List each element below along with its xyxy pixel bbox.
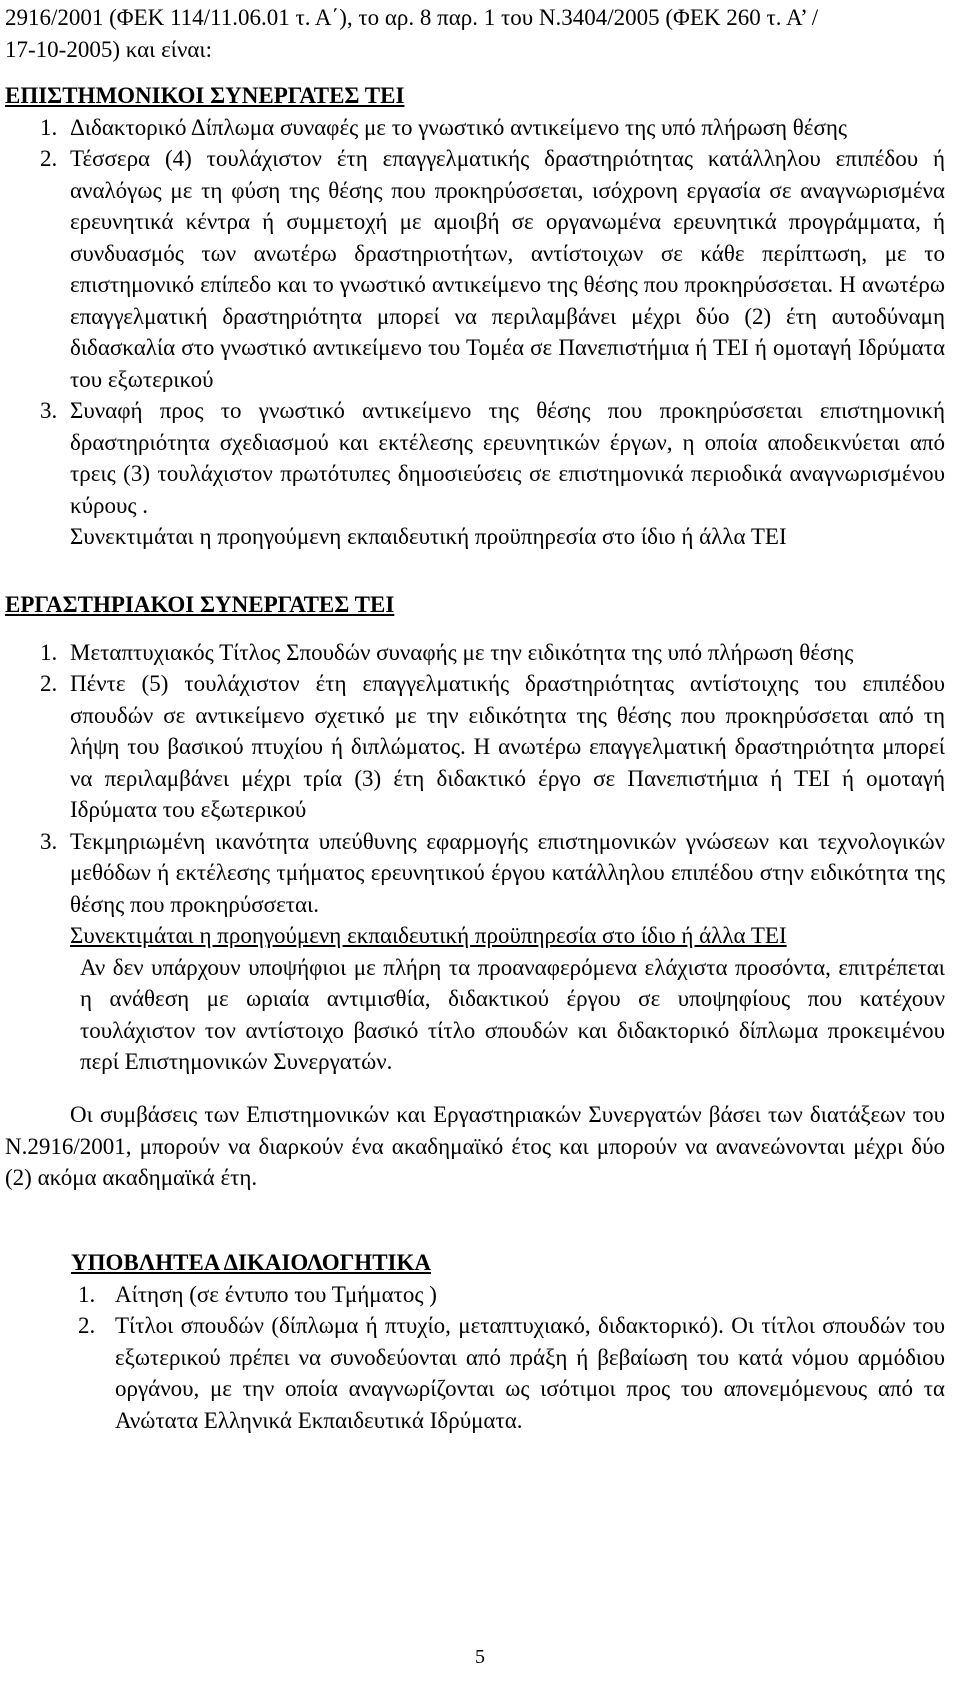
intro-line-1: 2916/2001 (ΦΕΚ 114/11.06.01 τ. Α΄), το αρ. 8 παρ. 1 του Ν.3404/2005 (ΦΕΚ 260 τ. Α’ / [5,5,819,30]
intro-line-2: 17-10-2005) και είναι: [5,36,212,62]
item-number: 3. [40,398,58,423]
section-scientific-associates [5,80,950,553]
intro-text [5,2,950,65]
requirements-list [5,112,945,522]
section-required-documents [5,1247,950,1436]
item-text: Διδακτορικό Δίπλωμα συναφές με το γνωστικό αντικείμενο της υπό πλήρωση θέσης [70,114,847,140]
section-heading: ΕΠΙΣΤΗΜΟΝΙΚΟΙ ΣΥΝΕΡΓΑΤΕΣ ΤΕΙ [5,83,405,108]
item-text: Μεταπτυχιακός Τίτλος Σπουδών συναφής με την ειδικότητα της υπό πλήρωση θέσης [70,639,854,665]
item-number: 3. [40,828,58,854]
documents-list [5,1279,945,1437]
experience-note-wrapper [5,920,950,952]
list-item [5,112,945,144]
list-item [5,826,945,921]
page-number: 5 [475,1646,485,1668]
item-text: Τέσσερα (4) τουλάχιστον έτη επαγγελματικής δραστηριότητας κατάλληλου επιπέδου ή αναλόγως με τη φύση της θέσης που προκηρύσσεται, ισόχρονη εργασία σε αναγνωρισμένα ερευνητικά κέντρα ή συμμετοχή με αμοιβή σε οργανωμένα ερευνητικά προγράμματα, ή συνδυασμός των ανωτέρω δραστηριοτήτων, αντίστοιχων σε κάθε περίπτωση, με το επιστημονικό επίπεδο και το γνωστικό αντικείμενο της θέσης που προκηρύσσεται. Η ανωτέρω επαγγελματική δραστηριότητα μπορεί να περιλαμβάνει μέχρι δύο (2) έτη αυτοδύναμη διδασκαλία στο γνωστικό αντικείμενο του Τομέα σε Πανεπιστήμια ή ΤΕΙ ή ομοταγή Ιδρύματα του εξωτερικού [70,146,945,392]
item-text: Τεκμηριωμένη ικανότητα υπεύθυνης εφαρμογής επιστημονικών γνώσεων και τεχνολογικών μεθόδων ή εκτέλεσης τμήματος ερευνητικού έργου κατάλληλου επιπέδου στην ειδικότητα της θέσης που προκηρύσσεται. [70,828,945,917]
item-text: Πέντε (5) τουλάχιστον έτη επαγγελματικής δραστηριότητας αντίστοιχης του επιπέδου σπουδών σε αντικείμενο σχετικό με την ειδικότητα της θέσης που προκηρύσσεται από τη λήψη του βασικού πτυχίου ή διπλώματος. Η ανωτέρω επαγγελματική δραστηριότητα μπορεί να περιλαμβάνει μέχρι τρία (3) έτη διδακτικό έργο σε Πανεπιστήμια ή ΤΕΙ ή ομοταγή Ιδρύματα του εξωτερικού [70,671,945,822]
list-item [5,143,945,395]
requirements-list [5,637,945,921]
experience-note: Συνεκτιμάται η προηγούμενη εκπαιδευτική προϋπηρεσία στο ίδιο ή άλλα ΤΕΙ [70,923,787,948]
item-number: 1. [40,639,58,665]
item-number: 2. [40,146,58,171]
item-text: Τίτλοι σπουδών (δίπλωμα ή πτυχίο, μεταπτυχιακό, διδακτορικό). Οι τίτλοι σπουδών του εξωτερικού πρέπει να συνοδεύονται από πράξη ή βεβαίωση του κατά νόμου αρμόδιου οργάνου, με την οποία αναγνωρίζονται ως ισότιμοι προς του απονεμόμενους από τα Ανώτατα Ελληνικά Εκπαιδευτικά Ιδρύματα. [115,1313,945,1433]
experience-note: Συνεκτιμάται η προηγούμενη εκπαιδευτική προϋπηρεσία στο ίδιο ή άλλα ΤΕΙ [70,524,787,549]
list-item [5,637,945,669]
list-item [5,395,945,521]
section-heading: ΥΠΟΒΛΗΤΕΑ ΔΙΚΑΙΟΛΟΓΗΤΙΚΑ [71,1250,431,1275]
document-page [5,0,955,1684]
section-laboratory-associates [5,589,950,1078]
list-item [5,1310,945,1436]
list-item [5,1279,945,1311]
list-item [5,668,945,826]
fallback-paragraph: Αν δεν υπάρχουν υποψήφιοι με πλήρη τα προαναφερόμενα ελάχιστα προσόντα, επιτρέπεται η ανάθεση με ωριαία αντιμισθία, διδακτικού έργου σε υποψηφίους που κατέχουν τουλάχιστον τον αντίστοιχο βασικό τίτλο σπουδών και διδακτορικό δίπλωμα προκειμένου περί Επιστημονικών Συνεργατών. [80,954,945,1074]
item-number: 1. [40,114,58,140]
item-number: 2. [78,1313,96,1338]
item-number: 1. [78,1281,96,1307]
item-text: Συναφή προς το γνωστικό αντικείμενο της θέσης που προκηρύσσεται επιστημονική δραστηριότητα σχεδιασμού και εκτέλεσης ερευνητικών έργων, η οποία αποδεικνύεται από τρεις (3) τουλάχιστον πρωτότυπες δημοσιεύσεις σε επιστημονικά περιοδικά αναγνωρισμένου κύρους . [70,398,945,518]
section-heading-wrapper [5,1247,950,1279]
item-number: 2. [40,671,58,696]
item-text: Αίτηση (σε έντυπο του Τμήματος ) [115,1281,437,1307]
section-heading: ΕΡΓΑΣΤΗΡΙΑΚΟΙ ΣΥΝΕΡΓΑΤΕΣ ΤΕΙ [5,592,395,617]
contracts-paragraph: Οι συμβάσεις των Επιστημονικών και Εργαστηριακών Συνεργατών βάσει των διατάξεων του Ν.2916/2001, μπορούν να διαρκούν ένα ακαδημαϊκό έτος και μπορούν να ανανεώνονται μέχρι δύο (2) ακόμα ακαδημαϊκά έτη. [5,1102,945,1190]
